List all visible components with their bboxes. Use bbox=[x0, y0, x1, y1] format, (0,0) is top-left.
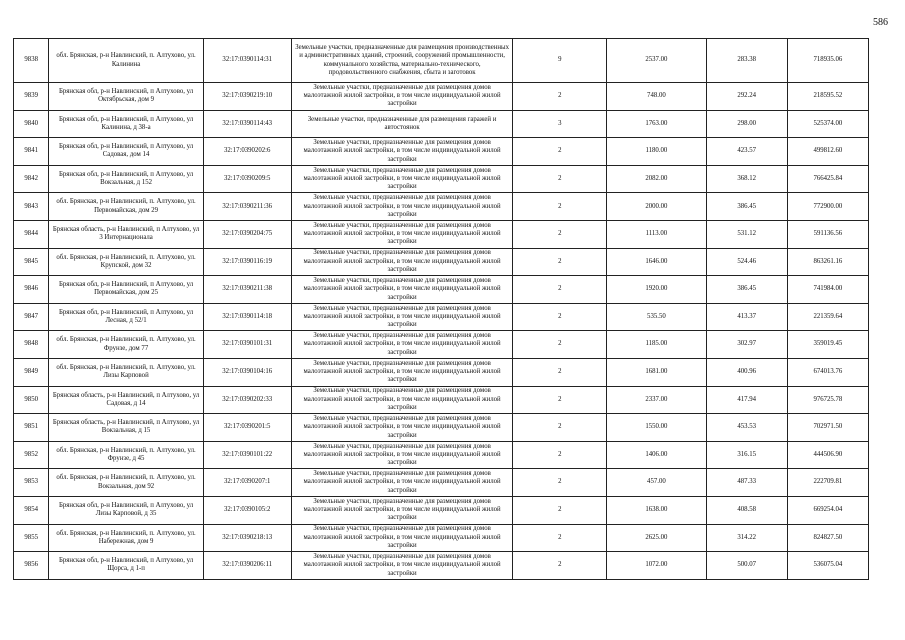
use-group-cell: 2 bbox=[513, 386, 607, 414]
cadastral-value-cell: 824827.50 bbox=[787, 524, 868, 552]
permitted-use-cell: Земельные участки, предназначенные для размещения домов малоэтажной жилой застройки, в том числе индивидуальной жилой застройки bbox=[291, 469, 513, 497]
address-cell: обл. Брянская, р-н Навлинский, п. Алтухово, ул. Фрунзе, д 45 bbox=[49, 441, 203, 469]
cadastral-number-cell: 32:17:0390101:22 bbox=[203, 441, 291, 469]
row-number-cell: 9844 bbox=[14, 220, 49, 248]
area-cell: 1681.00 bbox=[607, 358, 706, 386]
permitted-use-cell: Земельные участки, предназначенные для размещения домов малоэтажной жилой застройки, в том числе индивидуальной жилой застройки bbox=[291, 220, 513, 248]
area-cell: 748.00 bbox=[607, 83, 706, 111]
row-number-cell: 9840 bbox=[14, 110, 49, 138]
row-number-cell: 9847 bbox=[14, 303, 49, 331]
row-number-cell: 9856 bbox=[14, 552, 49, 580]
address-cell: Брянская область, р-н Навлинский, п Алтухово, ул Садовая, д 14 bbox=[49, 386, 203, 414]
address-cell: Брянская обл, р-н Навлинский, п Алтухово, ул Щорса, д 1-п bbox=[49, 552, 203, 580]
cadastral-value-cell: 218595.52 bbox=[787, 83, 868, 111]
permitted-use-cell: Земельные участки, предназначенные для размещения домов малоэтажной жилой застройки, в том числе индивидуальной жилой застройки bbox=[291, 496, 513, 524]
table-row bbox=[14, 276, 869, 304]
row-number-cell: 9850 bbox=[14, 386, 49, 414]
use-group-cell: 2 bbox=[513, 469, 607, 497]
permitted-use-cell: Земельные участки, предназначенные для размещения домов малоэтажной жилой застройки, в том числе индивидуальной жилой застройки bbox=[291, 358, 513, 386]
cadastral-number-cell: 32:17:0390202:6 bbox=[203, 138, 291, 166]
cadastral-number-cell: 32:17:0390209:5 bbox=[203, 165, 291, 193]
area-cell: 1180.00 bbox=[607, 138, 706, 166]
use-group-cell: 2 bbox=[513, 83, 607, 111]
specific-value-cell: 314.22 bbox=[706, 524, 787, 552]
cadastral-value-cell: 221359.64 bbox=[787, 303, 868, 331]
cadastral-value-cell: 525374.00 bbox=[787, 110, 868, 138]
permitted-use-cell: Земельные участки, предназначенные для размещения домов малоэтажной жилой застройки, в том числе индивидуальной жилой застройки bbox=[291, 303, 513, 331]
row-number-cell: 9851 bbox=[14, 414, 49, 442]
address-cell: Брянская область, р-н Навлинский, п Алтухово, ул Вокзальная, д 15 bbox=[49, 414, 203, 442]
specific-value-cell: 487.33 bbox=[706, 469, 787, 497]
cadastral-number-cell: 32:17:0390114:18 bbox=[203, 303, 291, 331]
cadastral-number-cell: 32:17:0390101:31 bbox=[203, 331, 291, 359]
table-row bbox=[14, 331, 869, 359]
row-number-cell: 9843 bbox=[14, 193, 49, 221]
cadastral-value-cell: 591136.56 bbox=[787, 220, 868, 248]
area-cell: 535.50 bbox=[607, 303, 706, 331]
address-cell: Брянская обл, р-н Навлинский, п Алтухово, ул Садовая, дом 14 bbox=[49, 138, 203, 166]
table-row bbox=[14, 358, 869, 386]
address-cell: обл. Брянская, р-н Навлинский, п. Алтухово, ул. Вокзальная, дом 92 bbox=[49, 469, 203, 497]
address-cell: Брянская область, р-н Навлинский, п Алтухово, ул 3 Интернационала bbox=[49, 220, 203, 248]
use-group-cell: 2 bbox=[513, 441, 607, 469]
table-row bbox=[14, 552, 869, 580]
table-row bbox=[14, 193, 869, 221]
specific-value-cell: 368.12 bbox=[706, 165, 787, 193]
table-row bbox=[14, 414, 869, 442]
cadastral-number-cell: 32:17:0390114:31 bbox=[203, 39, 291, 83]
cadastral-value-cell: 499812.60 bbox=[787, 138, 868, 166]
cadastral-value-cell: 536075.04 bbox=[787, 552, 868, 580]
use-group-cell: 2 bbox=[513, 193, 607, 221]
cadastral-number-cell: 32:17:0390201:5 bbox=[203, 414, 291, 442]
area-cell: 2625.00 bbox=[607, 524, 706, 552]
specific-value-cell: 453.53 bbox=[706, 414, 787, 442]
table-row bbox=[14, 220, 869, 248]
permitted-use-cell: Земельные участки, предназначенные для размещения домов малоэтажной жилой застройки, в том числе индивидуальной жилой застройки bbox=[291, 193, 513, 221]
cadastral-value-cell: 863261.16 bbox=[787, 248, 868, 276]
specific-value-cell: 500.07 bbox=[706, 552, 787, 580]
use-group-cell: 2 bbox=[513, 138, 607, 166]
row-number-cell: 9839 bbox=[14, 83, 49, 111]
permitted-use-cell: Земельные участки, предназначенные для размещения домов малоэтажной жилой застройки, в том числе индивидуальной жилой застройки bbox=[291, 276, 513, 304]
address-cell: Брянская обл, р-н Навлинский, п Алтухово, ул Лесная, д 52/1 bbox=[49, 303, 203, 331]
permitted-use-cell: Земельные участки, предназначенные для размещения гаражей и автостоянок bbox=[291, 110, 513, 138]
permitted-use-cell: Земельные участки, предназначенные для размещения домов малоэтажной жилой застройки, в том числе индивидуальной жилой застройки bbox=[291, 331, 513, 359]
address-cell: Брянская обл, р-н Навлинский, п Алтухово, ул Октябрьская, дом 9 bbox=[49, 83, 203, 111]
table-row bbox=[14, 39, 869, 83]
address-cell: Брянская обл, р-н Навлинский, п Алтухово, ул Первомайская, дом 25 bbox=[49, 276, 203, 304]
area-cell: 1920.00 bbox=[607, 276, 706, 304]
row-number-cell: 9838 bbox=[14, 39, 49, 83]
cadastral-value-cell: 669254.04 bbox=[787, 496, 868, 524]
row-number-cell: 9853 bbox=[14, 469, 49, 497]
use-group-cell: 2 bbox=[513, 276, 607, 304]
specific-value-cell: 423.57 bbox=[706, 138, 787, 166]
table-row bbox=[14, 83, 869, 111]
area-cell: 1763.00 bbox=[607, 110, 706, 138]
permitted-use-cell: Земельные участки, предназначенные для размещения производственных и административных зданий, строений, сооружений промышленности, коммунального хозяйства, материально-технического, продовольственного снабжения, сбыта и заготовок bbox=[291, 39, 513, 83]
table-row bbox=[14, 165, 869, 193]
area-cell: 1406.00 bbox=[607, 441, 706, 469]
permitted-use-cell: Земельные участки, предназначенные для размещения домов малоэтажной жилой застройки, в том числе индивидуальной жилой застройки bbox=[291, 83, 513, 111]
area-cell: 2082.00 bbox=[607, 165, 706, 193]
specific-value-cell: 386.45 bbox=[706, 276, 787, 304]
cadastral-number-cell: 32:17:0390116:19 bbox=[203, 248, 291, 276]
address-cell: Брянская обл, р-н Навлинский, п Алтухово, ул Лизы Карповой, д 35 bbox=[49, 496, 203, 524]
address-cell: обл. Брянская, р-н Навлинский, п. Алтухово, ул. Первомайская, дом 29 bbox=[49, 193, 203, 221]
address-cell: обл. Брянская, р-н Навлинский, п. Алтухово, ул. Крупской, дом 32 bbox=[49, 248, 203, 276]
cadastral-value-cell: 976725.78 bbox=[787, 386, 868, 414]
specific-value-cell: 298.00 bbox=[706, 110, 787, 138]
permitted-use-cell: Земельные участки, предназначенные для размещения домов малоэтажной жилой застройки, в том числе индивидуальной жилой застройки bbox=[291, 524, 513, 552]
table-row bbox=[14, 524, 869, 552]
table-row bbox=[14, 469, 869, 497]
use-group-cell: 2 bbox=[513, 524, 607, 552]
address-cell: обл. Брянская, р-н Навлинский, п. Алтухово, ул. Лизы Карповой bbox=[49, 358, 203, 386]
address-cell: обл. Брянская, р-н Навлинский, п. Алтухово, ул. Набережная, дом 9 bbox=[49, 524, 203, 552]
specific-value-cell: 413.37 bbox=[706, 303, 787, 331]
cadastral-number-cell: 32:17:0390211:38 bbox=[203, 276, 291, 304]
cadastral-value-cell: 359019.45 bbox=[787, 331, 868, 359]
area-cell: 1185.00 bbox=[607, 331, 706, 359]
cadastral-value-cell: 741984.00 bbox=[787, 276, 868, 304]
cadastral-number-cell: 32:17:0390114:43 bbox=[203, 110, 291, 138]
specific-value-cell: 302.97 bbox=[706, 331, 787, 359]
use-group-cell: 2 bbox=[513, 165, 607, 193]
specific-value-cell: 531.12 bbox=[706, 220, 787, 248]
use-group-cell: 2 bbox=[513, 552, 607, 580]
specific-value-cell: 316.15 bbox=[706, 441, 787, 469]
table-row bbox=[14, 386, 869, 414]
row-number-cell: 9855 bbox=[14, 524, 49, 552]
cadastral-value-cell: 222709.81 bbox=[787, 469, 868, 497]
cadastral-value-cell: 674013.76 bbox=[787, 358, 868, 386]
permitted-use-cell: Земельные участки, предназначенные для размещения домов малоэтажной жилой застройки, в том числе индивидуальной жилой застройки bbox=[291, 248, 513, 276]
use-group-cell: 2 bbox=[513, 248, 607, 276]
specific-value-cell: 417.94 bbox=[706, 386, 787, 414]
row-number-cell: 9846 bbox=[14, 276, 49, 304]
cadastral-value-cell: 702971.50 bbox=[787, 414, 868, 442]
cadastral-number-cell: 32:17:0390202:33 bbox=[203, 386, 291, 414]
cadastral-number-cell: 32:17:0390104:16 bbox=[203, 358, 291, 386]
specific-value-cell: 283.38 bbox=[706, 39, 787, 83]
use-group-cell: 2 bbox=[513, 358, 607, 386]
permitted-use-cell: Земельные участки, предназначенные для размещения домов малоэтажной жилой застройки, в том числе индивидуальной жилой застройки bbox=[291, 165, 513, 193]
use-group-cell: 2 bbox=[513, 303, 607, 331]
address-cell: обл. Брянская, р-н Навлинский, п. Алтухово, ул. Калинина bbox=[49, 39, 203, 83]
cadastral-number-cell: 32:17:0390211:36 bbox=[203, 193, 291, 221]
address-cell: Брянская обл, р-н Навлинский, п Алтухово, ул Вокзальная, д 152 bbox=[49, 165, 203, 193]
address-cell: обл. Брянская, р-н Навлинский, п. Алтухово, ул. Фрунзе, дом 77 bbox=[49, 331, 203, 359]
row-number-cell: 9841 bbox=[14, 138, 49, 166]
permitted-use-cell: Земельные участки, предназначенные для размещения домов малоэтажной жилой застройки, в том числе индивидуальной жилой застройки bbox=[291, 441, 513, 469]
cadastral-number-cell: 32:17:0390204:75 bbox=[203, 220, 291, 248]
row-number-cell: 9848 bbox=[14, 331, 49, 359]
cadastral-number-cell: 32:17:0390219:10 bbox=[203, 83, 291, 111]
cadastral-value-cell: 444506.90 bbox=[787, 441, 868, 469]
cadastral-number-cell: 32:17:0390105:2 bbox=[203, 496, 291, 524]
specific-value-cell: 386.45 bbox=[706, 193, 787, 221]
table-body bbox=[14, 39, 869, 580]
table-row bbox=[14, 248, 869, 276]
table-row bbox=[14, 441, 869, 469]
use-group-cell: 2 bbox=[513, 220, 607, 248]
area-cell: 457.00 bbox=[607, 469, 706, 497]
permitted-use-cell: Земельные участки, предназначенные для размещения домов малоэтажной жилой застройки, в том числе индивидуальной жилой застройки bbox=[291, 138, 513, 166]
permitted-use-cell: Земельные участки, предназначенные для размещения домов малоэтажной жилой застройки, в том числе индивидуальной жилой застройки bbox=[291, 386, 513, 414]
cadastral-value-cell: 772900.00 bbox=[787, 193, 868, 221]
table-row bbox=[14, 496, 869, 524]
area-cell: 2000.00 bbox=[607, 193, 706, 221]
row-number-cell: 9854 bbox=[14, 496, 49, 524]
page-number: 586 bbox=[873, 17, 888, 28]
use-group-cell: 2 bbox=[513, 414, 607, 442]
specific-value-cell: 524.46 bbox=[706, 248, 787, 276]
use-group-cell: 2 bbox=[513, 331, 607, 359]
cadastral-number-cell: 32:17:0390218:13 bbox=[203, 524, 291, 552]
use-group-cell: 2 bbox=[513, 496, 607, 524]
row-number-cell: 9842 bbox=[14, 165, 49, 193]
table-row bbox=[14, 303, 869, 331]
table-row bbox=[14, 110, 869, 138]
permitted-use-cell: Земельные участки, предназначенные для размещения домов малоэтажной жилой застройки, в том числе индивидуальной жилой застройки bbox=[291, 552, 513, 580]
cadastral-value-cell: 766425.84 bbox=[787, 165, 868, 193]
area-cell: 1550.00 bbox=[607, 414, 706, 442]
area-cell: 1638.00 bbox=[607, 496, 706, 524]
specific-value-cell: 400.96 bbox=[706, 358, 787, 386]
area-cell: 1072.00 bbox=[607, 552, 706, 580]
cadastral-number-cell: 32:17:0390206:11 bbox=[203, 552, 291, 580]
use-group-cell: 3 bbox=[513, 110, 607, 138]
land-registry-table bbox=[13, 38, 869, 580]
permitted-use-cell: Земельные участки, предназначенные для размещения домов малоэтажной жилой застройки, в том числе индивидуальной жилой застройки bbox=[291, 414, 513, 442]
cadastral-value-cell: 718935.06 bbox=[787, 39, 868, 83]
address-cell: Брянская обл, р-н Навлинский, п Алтухово, ул Калинина, д 38-а bbox=[49, 110, 203, 138]
table-row bbox=[14, 138, 869, 166]
area-cell: 2337.00 bbox=[607, 386, 706, 414]
row-number-cell: 9845 bbox=[14, 248, 49, 276]
specific-value-cell: 408.58 bbox=[706, 496, 787, 524]
row-number-cell: 9852 bbox=[14, 441, 49, 469]
area-cell: 1646.00 bbox=[607, 248, 706, 276]
cadastral-number-cell: 32:17:0390207:1 bbox=[203, 469, 291, 497]
row-number-cell: 9849 bbox=[14, 358, 49, 386]
specific-value-cell: 292.24 bbox=[706, 83, 787, 111]
area-cell: 2537.00 bbox=[607, 39, 706, 83]
area-cell: 1113.00 bbox=[607, 220, 706, 248]
use-group-cell: 9 bbox=[513, 39, 607, 83]
